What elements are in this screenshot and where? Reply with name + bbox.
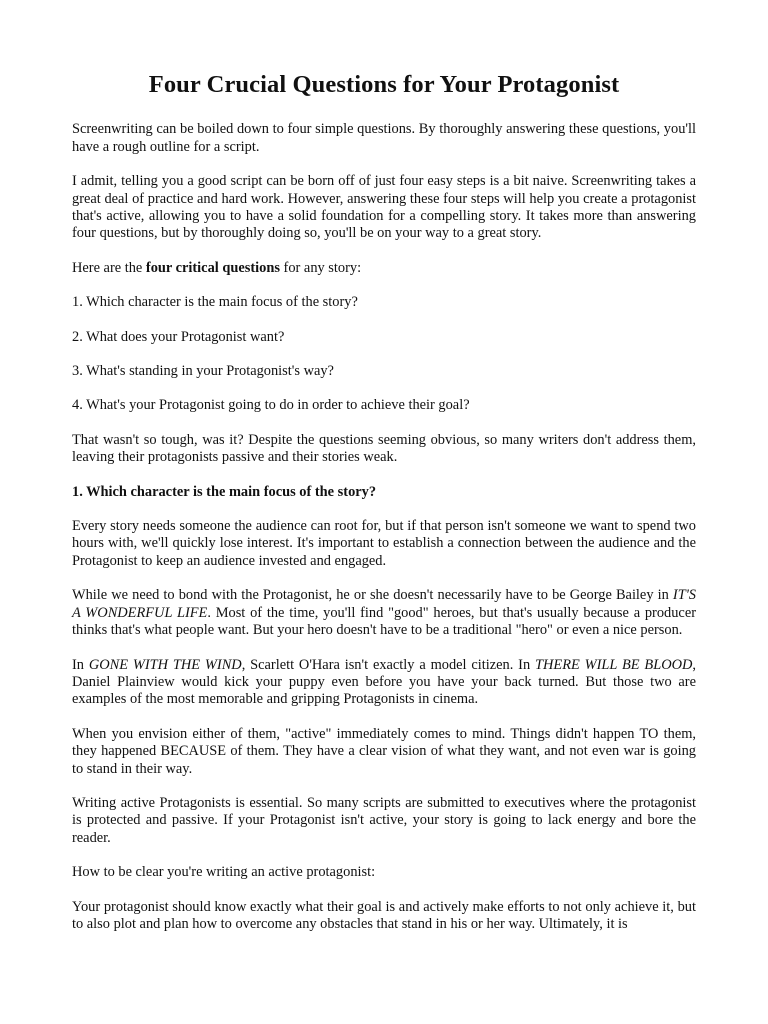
paragraph-questions-lead (72, 260, 696, 277)
film-title-there-will-be-blood: THERE WILL BE BLOOD (535, 656, 693, 673)
question-item-1: 1. Which character is the main focus of the story? (72, 294, 358, 311)
paragraph-s1-3 (72, 657, 696, 709)
document-page (72, 70, 696, 950)
s1-p2-text-a: While we need to bond with the Protagonist, he or she doesn't necessarily have to be George Bailey in (72, 587, 673, 604)
document-title: Four Crucial Questions for Your Protagonist (148, 71, 620, 98)
questions-lead-text: Here are the (72, 259, 146, 276)
paragraph-s1-6: How to be clear you're writing an active protagonist: (72, 864, 376, 881)
paragraph-s1-1: Every story needs someone the audience can root for, but if that person isn't someone we want to spend two hours with, we'll quickly lose interest. It's important to establish a connection between the audience and the Protagonist to keep an audience invested and engaged. (72, 518, 696, 569)
paragraph-intro-2: I admit, telling you a good script can be born off of just four easy steps is a bit naive. Screenwriting takes a great deal of practice and hard work. However, answering these four steps will help you create a protagonist that's active, allowing you to have a solid foundation for a compelling story. It takes more than answering four questions, but by thoroughly doing so, you'll be on your way to a great story. (72, 173, 696, 242)
question-item-3: 3. What's standing in your Protagonist's way? (72, 363, 334, 380)
questions-lead-tail: for any story: (279, 259, 362, 276)
paragraph-s1-5: Writing active Protagonists is essential. So many scripts are submitted to executives where the protagonist is protected and passive. If your Protagonist isn't active, your story is going to lack energy and bore the reader. (72, 794, 696, 846)
paragraph-s1-2 (72, 587, 696, 639)
s1-p2-text-b: . Most of the time, you'll find "good" heroes, but that's usually because a producer thinks that's what people want. But your hero doesn't have to be a traditional "hero" or even a nice person. (72, 604, 696, 639)
film-title-wonderful-life: IT'S A WONDERFUL LIFE (72, 587, 696, 621)
s1-p3-text-c: , Daniel Plainview would kick your puppy even before you have your back turned. But those two are examples of the most memorable and gripping Protagonists in cinema. (72, 656, 697, 708)
s1-p3-text-b: , Scarlett O'Hara isn't exactly a model citizen. In (241, 656, 536, 673)
paragraph-after-questions: That wasn't so tough, was it? Despite the questions seeming obvious, so many writers don't address them, leaving their protagonists passive and their stories weak. (72, 431, 696, 466)
section-1-heading: 1. Which character is the main focus of the story? (72, 483, 377, 500)
question-item-2: 2. What does your Protagonist want? (72, 328, 285, 345)
film-title-gone-with-the-wind: GONE WITH THE WIND (88, 656, 242, 673)
paragraph-intro-1: Screenwriting can be boiled down to four simple questions. By thoroughly answering these questions, you'll have a rough outline for a script. (72, 121, 696, 155)
s1-p3-text-a: In (72, 656, 89, 673)
paragraph-s1-7: Your protagonist should know exactly what their goal is and actively make efforts to not only achieve it, but to also plot and plan how to overcome any obstacles that stand in his or her way. Ultimately, it is (72, 898, 696, 932)
question-item-4: 4. What's your Protagonist going to do in order to achieve their goal? (72, 397, 470, 414)
questions-lead-emphasis: four critical questions (145, 259, 280, 276)
paragraph-s1-4: When you envision either of them, "active" immediately comes to mind. Things didn't happen TO them, they happened BECAUSE of them. They have a clear vision of what they want, and not even war is going to stand in their way. (72, 725, 696, 777)
